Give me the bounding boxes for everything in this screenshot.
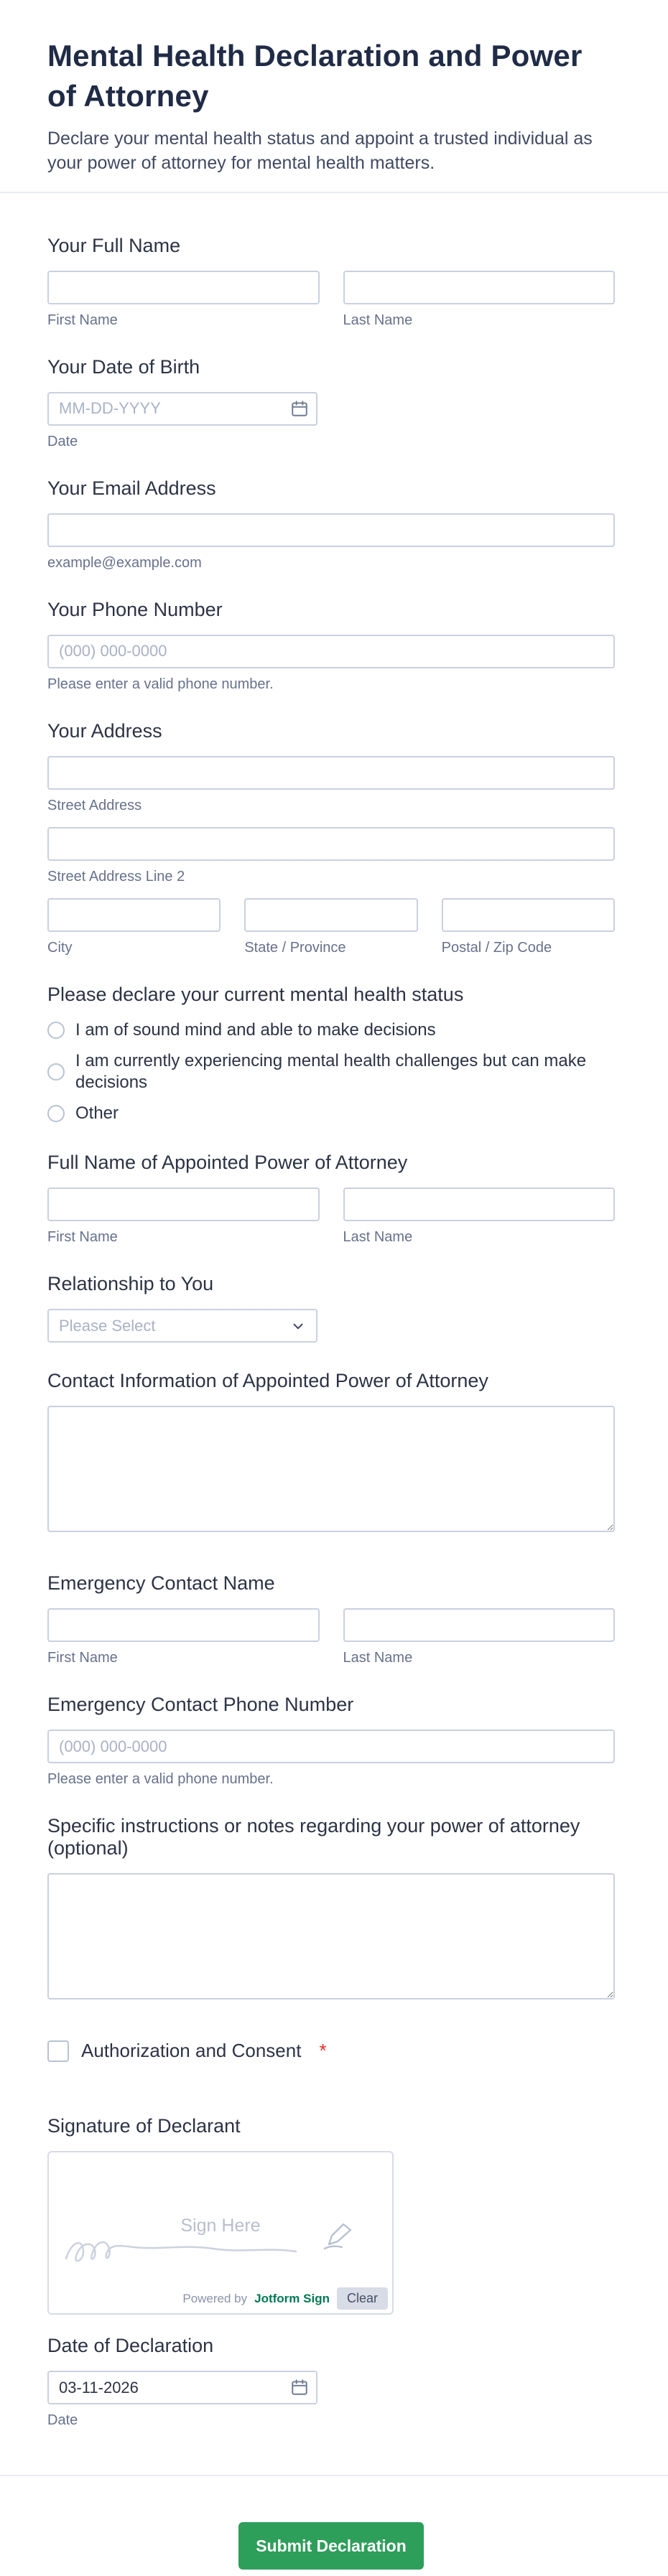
emergency-phone-input[interactable] — [47, 1730, 615, 1763]
jotform-sign-brand: Jotform Sign — [254, 2291, 330, 2305]
first-name-sublabel: First Name — [47, 312, 118, 328]
emergency-phone-label: Emergency Contact Phone Number — [47, 1694, 354, 1716]
calendar-icon[interactable] — [290, 2378, 309, 2397]
relationship-label: Relationship to You — [47, 1273, 214, 1295]
notes-textarea[interactable] — [47, 1873, 615, 1999]
field-relationship — [47, 1273, 615, 1343]
field-emergency-phone — [47, 1694, 615, 1788]
emergency-first-name-sublabel: First Name — [47, 1650, 118, 1666]
form-header — [0, 0, 668, 192]
field-phone — [47, 599, 615, 693]
signature-squiggle-decoration — [62, 2230, 299, 2274]
signature-label: Signature of Declarant — [47, 2115, 241, 2137]
declaration-date-input[interactable] — [47, 2371, 317, 2404]
field-email — [47, 477, 615, 571]
powered-by-text: Powered by — [182, 2291, 248, 2305]
poa-last-name-sublabel: Last Name — [343, 1229, 413, 1246]
field-signature — [47, 2115, 615, 2315]
mental-status-label: Please declare your current mental health status — [47, 983, 464, 1005]
field-emergency-name — [47, 1572, 615, 1666]
radio-icon[interactable] — [47, 1022, 65, 1039]
dob-sublabel: Date — [47, 433, 78, 449]
field-poa-name — [47, 1152, 615, 1246]
city-sublabel: City — [47, 939, 73, 956]
first-name-input[interactable] — [47, 271, 320, 304]
dob-input[interactable] — [47, 392, 317, 426]
chevron-down-icon — [290, 1318, 306, 1334]
signature-footer — [182, 2287, 388, 2310]
emergency-last-name-input[interactable] — [343, 1608, 616, 1642]
declaration-date-label: Date of Declaration — [47, 2335, 214, 2357]
field-poa-contact — [47, 1370, 615, 1532]
emergency-last-name-sublabel: Last Name — [343, 1650, 413, 1666]
form-title: Mental Health Declaration and Power of Attorney — [47, 39, 583, 113]
full-name-label: Your Full Name — [47, 234, 181, 256]
poa-contact-label: Contact Information of Appointed Power of Attorney — [47, 1370, 488, 1392]
poa-last-name-input[interactable] — [343, 1187, 616, 1221]
declaration-date-sublabel: Date — [47, 2412, 78, 2429]
form-subtitle: Declare your mental health status and appoint a trusted individual as your power of attorney for mental health matters. — [47, 128, 593, 174]
last-name-input[interactable] — [343, 271, 616, 304]
required-asterisk: * — [319, 2040, 327, 2062]
radio-option-label: Other — [75, 1103, 119, 1123]
field-address — [47, 720, 615, 956]
last-name-sublabel: Last Name — [343, 312, 413, 328]
field-notes — [47, 1815, 615, 1999]
consent-label: Authorization and Consent — [81, 2040, 302, 2062]
consent-checkbox[interactable] — [47, 2040, 69, 2062]
emergency-first-name-input[interactable] — [47, 1608, 320, 1642]
email-sublabel: example@example.com — [47, 554, 202, 571]
state-sublabel: State / Province — [244, 939, 346, 956]
field-consent[interactable] — [47, 2040, 615, 2062]
dob-label: Your Date of Birth — [47, 355, 200, 378]
poa-contact-textarea[interactable] — [47, 1406, 615, 1532]
radio-icon[interactable] — [47, 1063, 65, 1081]
signature-pad[interactable] — [47, 2151, 394, 2315]
field-date-of-birth — [47, 356, 615, 450]
emergency-phone-sublabel: Please enter a valid phone number. — [47, 1771, 274, 1788]
field-declaration-date — [47, 2335, 615, 2429]
submit-area — [0, 2476, 668, 2570]
field-mental-status — [47, 984, 615, 1124]
radio-option-label: I am of sound mind and able to make decisions — [75, 1020, 436, 1040]
street-address-sublabel: Street Address — [47, 797, 142, 813]
poa-first-name-input[interactable] — [47, 1187, 320, 1221]
postal-input[interactable] — [442, 898, 615, 932]
email-label: Your Email Address — [47, 477, 216, 499]
sign-here-placeholder: Sign Here — [180, 2216, 261, 2236]
state-input[interactable] — [244, 898, 417, 932]
poa-name-label: Full Name of Appointed Power of Attorney — [47, 1152, 408, 1173]
phone-sublabel: Please enter a valid phone number. — [47, 676, 274, 692]
radio-option-challenges[interactable] — [47, 1050, 615, 1093]
poa-first-name-sublabel: First Name — [47, 1229, 118, 1246]
relationship-select-value: Please Select — [59, 1316, 156, 1335]
street-address-input[interactable] — [47, 756, 615, 790]
emergency-name-label: Emergency Contact Name — [47, 1572, 275, 1595]
relationship-select[interactable] — [47, 1309, 317, 1343]
address-label: Your Address — [47, 719, 162, 742]
city-input[interactable] — [47, 898, 221, 932]
radio-icon[interactable] — [47, 1105, 65, 1122]
submit-button[interactable]: Submit Declaration — [238, 2522, 424, 2570]
form-body — [0, 193, 668, 2475]
radio-option-label: I am currently experiencing mental health challenges but can make decisions — [75, 1051, 587, 1092]
email-input[interactable] — [47, 513, 615, 547]
notes-label: Specific instructions or notes regarding your power of attorney (optional) — [47, 1815, 580, 1859]
postal-sublabel: Postal / Zip Code — [441, 939, 552, 956]
street-address2-sublabel: Street Address Line 2 — [47, 868, 185, 885]
phone-label: Your Phone Number — [47, 598, 223, 620]
phone-input[interactable] — [47, 635, 615, 668]
radio-option-sound-mind[interactable] — [47, 1019, 615, 1041]
street-address2-input[interactable] — [47, 827, 615, 861]
calendar-icon[interactable] — [290, 399, 309, 418]
field-full-name — [47, 235, 615, 329]
pen-icon — [322, 2221, 355, 2250]
radio-option-other[interactable] — [47, 1103, 615, 1124]
clear-signature-button[interactable]: Clear — [337, 2287, 388, 2310]
